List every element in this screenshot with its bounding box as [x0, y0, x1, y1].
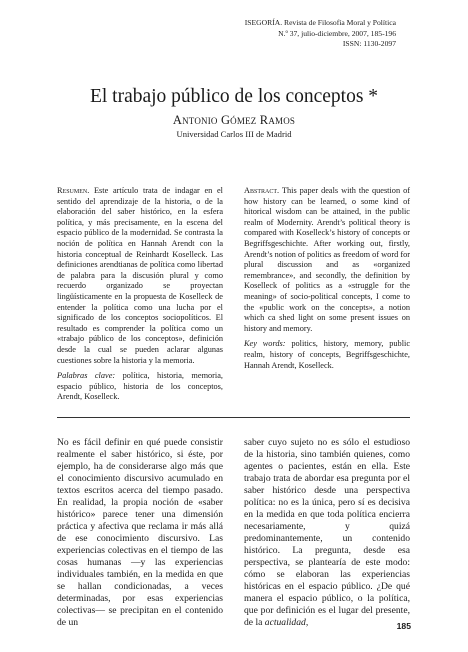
abstract-english: [244, 186, 410, 371]
abstract-spanish-label: Resumen.: [57, 186, 90, 195]
journal-issn: ISSN: 1130-2097: [342, 39, 396, 48]
article-title: El trabajo público de los conceptos *: [89, 86, 379, 107]
journal-issue: N.º 37, julio-diciembre, 2007, 185-196: [278, 28, 396, 38]
page-number: 185: [396, 621, 411, 631]
author-affiliation: Universidad Carlos III de Madrid: [176, 129, 292, 139]
keywords-spanish-label: Palabras clave:: [57, 371, 116, 381]
body-right-paragraph: [244, 437, 410, 629]
abstract-english-label: Abstract.: [244, 186, 280, 195]
body-right-text: saber cuyo sujeto no es sólo el estudioso de la historia, sino también quienes, como agentes o pacientes, están en ella. Este trabajo trata de abordar esa pregunta por el saber histórico desde una perspectiva política: no es la única, pero sí es decisiva en la medida en que toda política encierra necesariamente, y quizá predominantemente, un contenido histórico. La pregunta, desde esa perspectiva, se plantearía de este modo: cómo se elaboran las experiencias históricas en el espacio público. ¿De qué manera el espacio público, o la política, que por definición es el lugar del presente, de la: [244, 437, 410, 628]
body-right-italic: actualidad,: [264, 617, 309, 628]
keywords-english: [244, 339, 410, 371]
body-column-right: [244, 437, 410, 629]
journal-name: ISEGORÍA. Revista de Filosofía Moral y Política: [244, 18, 396, 27]
body-column-left: [57, 437, 223, 629]
abstract-english-body: This paper deals with the question of how history can be learned, o some kind of hitorical wisdom can be attained, in the public realm of Modernity. Arendt’s political theory is compared with Koselleck’s history of concepts or Begriffsgeschichte. After working out, firstly, Arendt’s notion of politics as freedom of word for plural discussion and as «organized remembrance», and secondly, the definition by Koselleck of politics as a «struggle for the meaning» of socio-political concepts, I come to the «public work on the concepts», a notion which ca shed light on some present issues on history and memory.: [244, 186, 410, 333]
abstract-spanish: [57, 186, 223, 403]
keywords-spanish-list: política, historia, memoria, espacio público, historia de los conceptos, Arendt, Koselleck.: [57, 371, 223, 402]
author-name: Antonio Gómez Ramos: [172, 113, 296, 127]
section-divider: [57, 417, 410, 418]
keywords-english-label: Key words:: [244, 339, 286, 349]
keywords-spanish: [57, 371, 223, 403]
abstract-spanish-body: Este artículo trata de indagar en el sentido del aprendizaje de la historia, o de la elaboración del saber histórico, en la esfera política, y más precisamente, en la escena del espacio público de la modernidad. Se contrasta la noción de política en Hannah Arendt con la historia conceptual de Reinhardt Koselleck. Las definiciones arendtianas de política como libertad de palabra para la discusión plural y como recuerdo organizado se proyectan lingüísticamente en la propuesta de Koselleck de entender la política como una lucha por el significado de los conceptos sociopolíticos. El resultado es comprender la política como un «trabajo público de los conceptos», definición desde la cual se pueden aclarar algunas cuestiones sobre la historia y la memoria.: [57, 186, 223, 365]
journal-header: [245, 18, 396, 50]
abstract-english-text: [244, 186, 410, 334]
body-left-text: No es fácil definir en qué puede consistir realmente el saber histórico, si éste, por ejemplo, ha de considerarse algo más que el conocimiento discursivo acumulado en textos escritos acerca del tiempo pasado. En realidad, la propia noción de «saber histórico» parece tener una dimensión práctica y afectiva que reclama ir más allá de ese conocimiento discursivo. Las experiencias colectivas en el tiempo de las cosas humanas —y las experiencias individuales también, en la medida en que se hallan condicionadas, a veces determinadas, por esas experiencias colectivas— se precipitan en el contenido de un: [57, 437, 223, 628]
abstract-spanish-text: [57, 186, 223, 366]
keywords-english-list: politics, history, memory, public realm, history of concepts, Begriffsgeschichte, Hannah Arendt, Koselleck.: [244, 339, 410, 370]
